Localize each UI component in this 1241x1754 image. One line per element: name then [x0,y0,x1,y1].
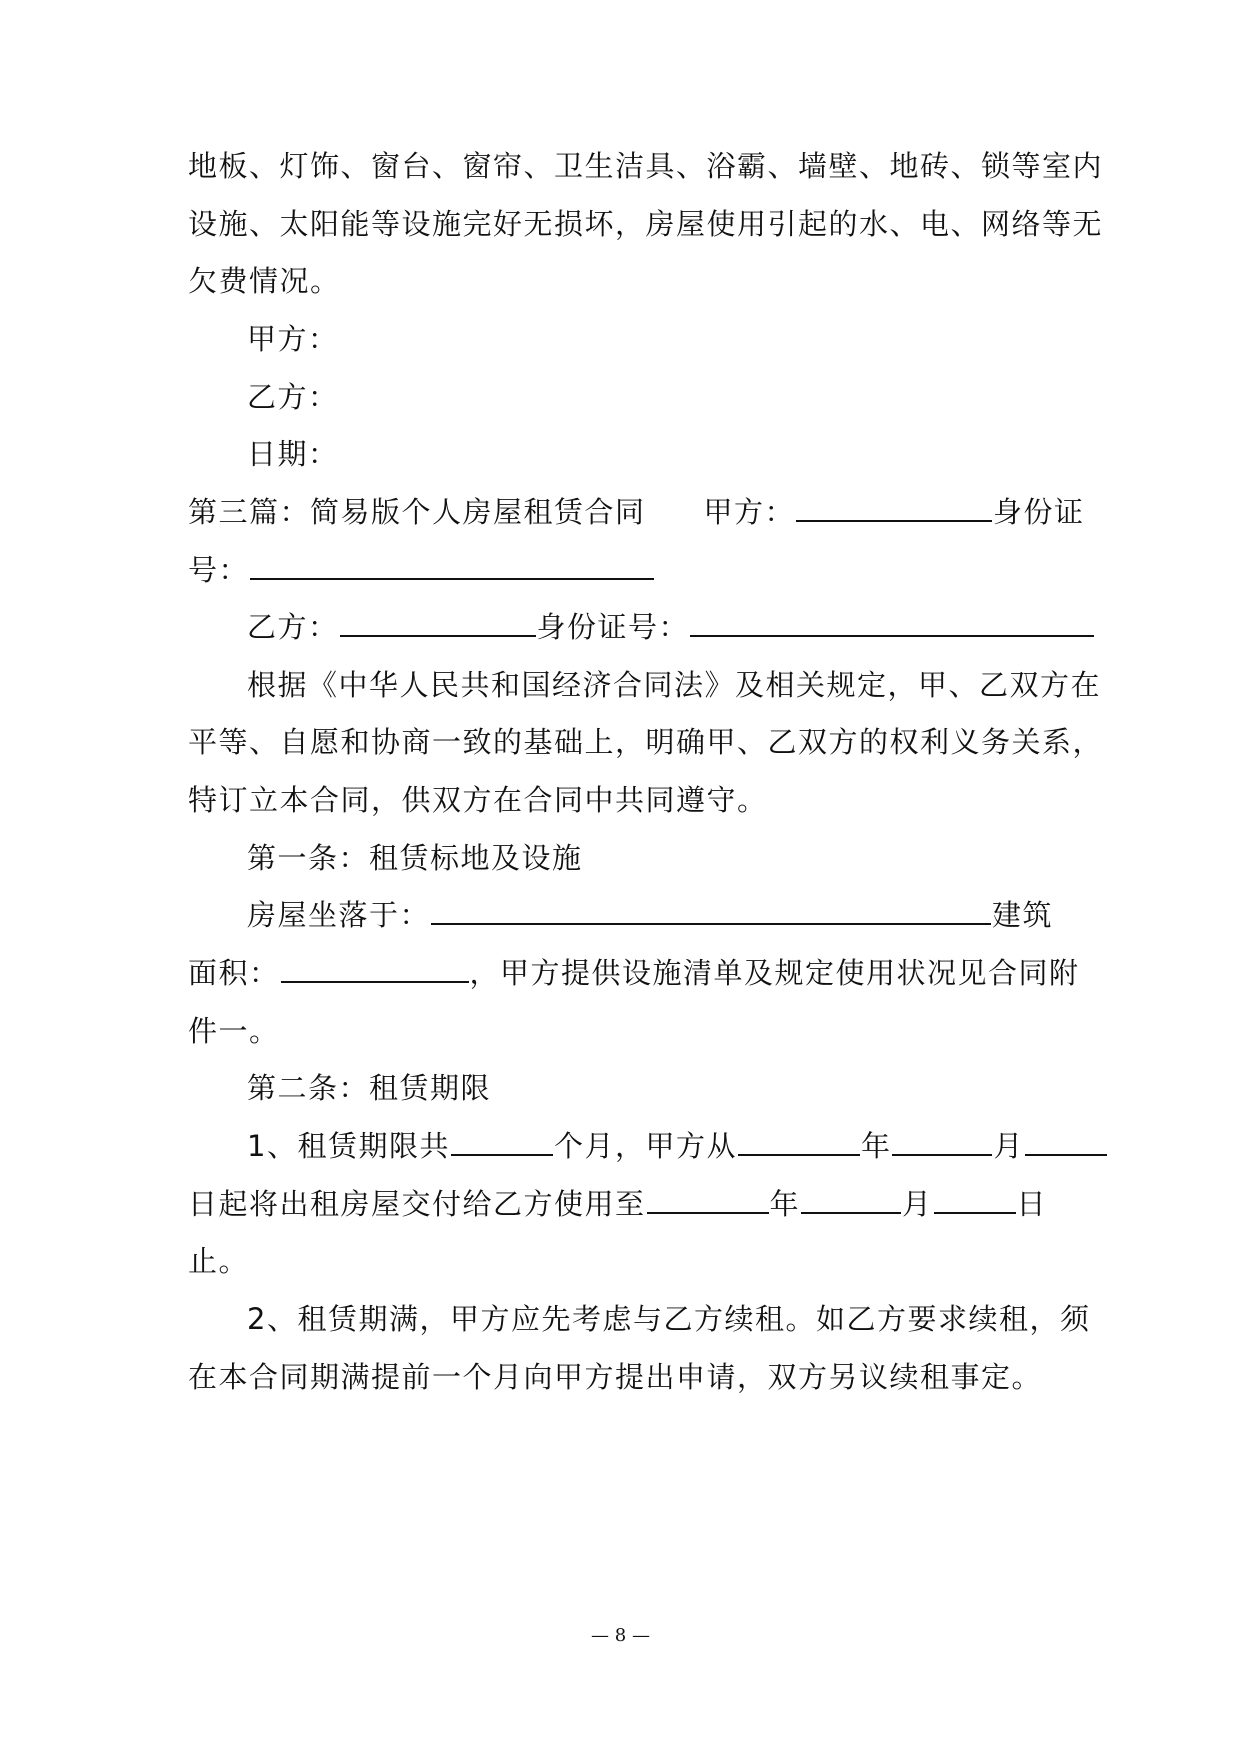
party-b-inline-label: 乙方： [247,610,339,644]
paragraph-line: 根据《中华人民共和国经济合同法》及相关规定，甲、乙双方在 [247,668,1102,702]
page-number: — 8 — [591,1625,650,1646]
area-label: 面积： [188,956,280,990]
lease-term-line [247,1126,1108,1166]
start-day-blank [1025,1130,1107,1156]
end-day-blank [934,1188,1016,1214]
year-label: 年 [769,1187,801,1221]
lease-term-label: 1、租赁期限共 [247,1129,450,1163]
day-label: 日 [1016,1187,1048,1221]
month-label: 月 [993,1129,1024,1163]
months-blank [451,1130,553,1156]
start-month-blank [892,1130,992,1156]
year-label: 年 [860,1129,892,1163]
paragraph-line: 地板、灯饰、窗台、窗帘、卫生洁具、浴霸、墙壁、地砖、锁等室内 [188,149,1104,183]
area-rest-text: ，甲方提供设施清单及规定使用状况见合同附 [469,956,1080,990]
party-b-label: 乙方： [247,380,339,414]
paragraph-line: 特订立本合同，供双方在合同中共同遵守。 [188,783,768,817]
party-a-inline-label: 甲方： [703,495,796,529]
location-line [247,895,1053,935]
party-a-name-blank [796,496,992,522]
paragraph-line: 止。 [188,1244,250,1278]
party-b-info-line [247,607,1095,647]
party-b-id-blank [690,611,1094,637]
party-a-label: 甲方： [247,322,339,356]
paragraph-line: 设施、太阳能等设施完好无损坏，房屋使用引起的水、电、网络等无 [188,207,1104,241]
section-title-line [188,492,1085,532]
party-b-id-label: 身份证号： [536,610,690,644]
paragraph-line: 2、租赁期满，甲方应先考虑与乙方续租。如乙方要求续租，须 [247,1302,1091,1336]
article-1-title: 第一条：租赁标地及设施 [247,841,583,875]
party-b-name-blank [340,611,536,637]
article-2-title: 第二条：租赁期限 [247,1071,492,1105]
paragraph-line: 件一。 [188,1014,280,1048]
end-year-blank [647,1188,769,1214]
paragraph-line: 平等、自愿和协商一致的基础上，明确甲、乙双方的权利义务关系， [188,725,1104,759]
lease-from-label: 个月，甲方从 [553,1129,737,1163]
lease-end-line [188,1184,1047,1224]
id-label-end: 号： [188,553,250,587]
location-blank [431,899,991,925]
party-a-id-blank [250,554,654,580]
end-month-blank [801,1188,901,1214]
building-label-start: 建筑 [992,898,1054,932]
location-label: 房屋坐落于： [247,898,431,932]
area-line [188,953,1080,993]
id-number-line [188,550,655,590]
month-label: 月 [902,1187,933,1221]
date-label: 日期： [247,437,339,471]
section-title: 第三篇：简易版个人房屋租赁合同 [188,495,646,529]
id-label-start: 身份证 [993,495,1085,529]
lease-end-label: 日起将出租房屋交付给乙方使用至 [188,1187,646,1221]
paragraph-line: 在本合同期满提前一个月向甲方提出申请，双方另议续租事定。 [188,1360,1043,1394]
area-blank [281,957,469,983]
paragraph-line: 欠费情况。 [188,264,341,298]
start-year-blank [738,1130,860,1156]
